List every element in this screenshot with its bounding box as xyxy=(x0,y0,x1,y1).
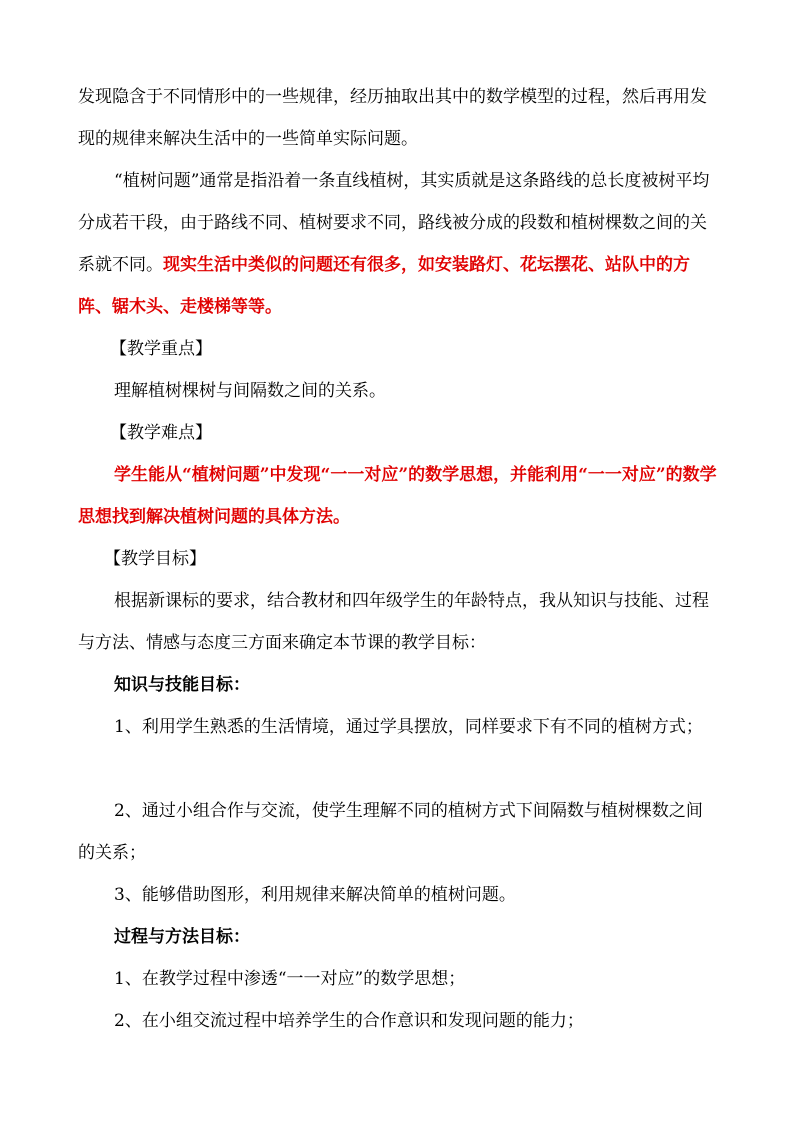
knowledge-goal-item-1: 1、利用学生熟悉的生活情境，通过学具摆放，同样要求下有不同的植树方式； xyxy=(114,717,703,737)
teaching-goal-heading: 【教学目标】 xyxy=(104,549,206,569)
teaching-difficulty-text: 学生能从“植树问题”中发现“一一对应”的数学思想，并能利用“一一对应”的数学思想找到解决植树问题的具体方法。 xyxy=(78,465,717,527)
teaching-difficulty-heading: 【教学难点】 xyxy=(110,423,212,443)
intro-paragraph: 发现隐含于不同情形中的一些规律，经历抽取出其中的数学模型的过程，然后再用发现的规律来解决生活中的一些简单实际问题。 xyxy=(78,87,707,149)
process-goal-heading: 过程与方法目标： xyxy=(114,927,250,947)
knowledge-goal-heading: 知识与技能目标： xyxy=(114,675,250,695)
process-goal-item-2: 2、在小组交流过程中培养学生的合作意识和发现问题的能力； xyxy=(114,1011,584,1031)
tree-problem-emphasis: 现实生活中类似的问题还有很多，如安装路灯、花坛摆花、站队中的方阵、锯木头、走楼梯等等。 xyxy=(78,255,690,317)
teaching-focus-text: 理解植树棵树与间隔数之间的关系。 xyxy=(114,381,386,401)
knowledge-goal-item-2: 2、通过小组合作与交流，使学生理解不同的植树方式下间隔数与植树棵数之间的关系； xyxy=(78,801,703,863)
teaching-focus-heading: 【教学重点】 xyxy=(110,339,212,359)
process-goal-item-1: 1、在教学过程中渗透“一一对应”的数学思想； xyxy=(114,969,466,989)
tree-problem-paragraph xyxy=(78,160,718,328)
teaching-goal-text: 根据新课标的要求，结合教材和四年级学生的年龄特点，我从知识与技能、过程与方法、情感与态度三方面来确定本节课的教学目标： xyxy=(78,591,709,653)
knowledge-goal-item-3: 3、能够借助图形，利用规律来解决简单的植树问题。 xyxy=(114,885,516,905)
tree-problem-text: “植树问题”通常是指沿着一条直线植树，其实质就是这条路线的总长度被树平均分成若干段，由于路线不同、植树要求不同，路线被分成的段数和植树棵数之间的关系就不同。 xyxy=(78,171,710,275)
